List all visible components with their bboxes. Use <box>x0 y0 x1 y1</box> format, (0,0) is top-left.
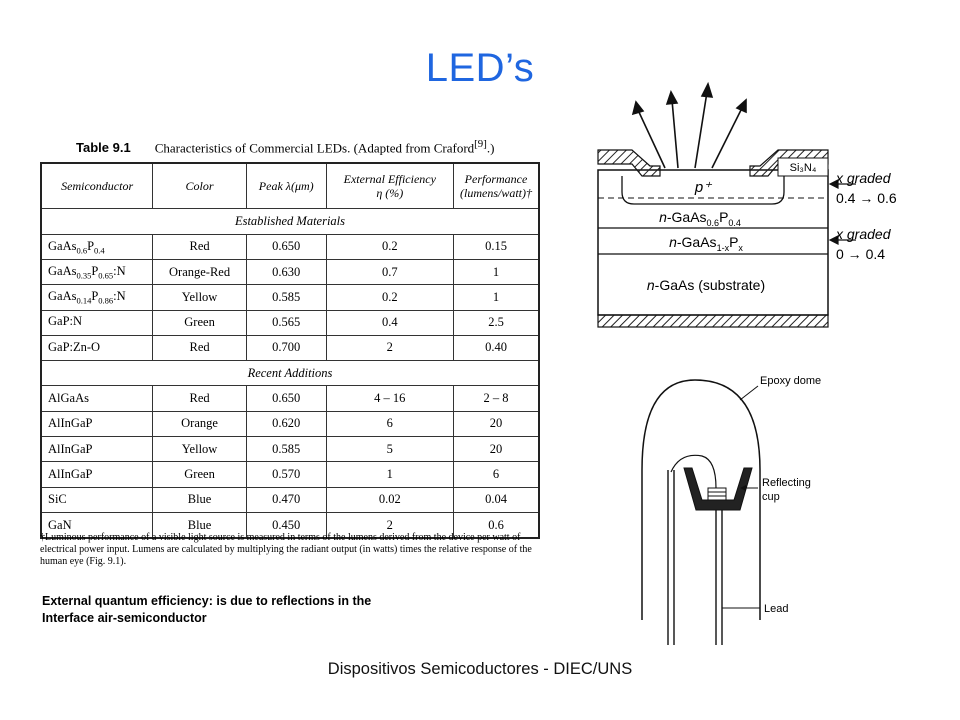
header-color: Color <box>153 163 247 209</box>
table-section-row <box>41 209 539 234</box>
reflecting-cup-label-1: Reflecting <box>762 477 811 489</box>
cell-peak: 0.570 <box>246 462 326 487</box>
header-semiconductor: Semiconductor <box>41 163 153 209</box>
cell-semiconductor: SiC <box>41 487 153 512</box>
bottom-contact <box>598 315 828 327</box>
header-performance <box>454 163 540 209</box>
cell-semiconductor <box>41 310 153 335</box>
graded-range-2: 0 → 0.4 <box>836 246 886 262</box>
cell-color: Yellow <box>153 285 247 310</box>
p-plus-label: p⁺ <box>694 179 712 196</box>
cell-peak: 0.630 <box>246 259 326 284</box>
semiconductor-part: P <box>91 289 99 304</box>
cell-semiconductor: AlInGaP <box>41 411 153 436</box>
table-caption-text <box>155 138 495 156</box>
cell-semiconductor: GaN <box>41 512 153 538</box>
semiconductor-part: 0.14 <box>76 295 92 306</box>
cell-color: Red <box>153 234 247 259</box>
layer-substrate: n-GaAs (substrate) <box>646 277 766 293</box>
semiconductor-part: GaP:N <box>48 314 83 329</box>
packaged-led-diagram <box>610 360 870 650</box>
si3n4-label: Si₃N₄ <box>789 162 817 174</box>
cell-efficiency: 0.4 <box>326 310 453 335</box>
table-row <box>41 437 539 462</box>
cell-semiconductor <box>41 285 153 310</box>
semiconductor-part: 0.86 <box>98 295 114 306</box>
led-table-block <box>40 138 540 539</box>
cell-color: Orange <box>153 411 247 436</box>
cell-peak: 0.565 <box>246 310 326 335</box>
table-row <box>41 386 539 411</box>
layer-gaasp-06: $n-GaAs_{0.6}P_{0.4}$ <box>659 209 741 228</box>
graded-range-1: 0.4 → 0.6 <box>836 190 897 206</box>
table-row <box>41 462 539 487</box>
cell-semiconductor <box>41 335 153 360</box>
cell-performance: 0.40 <box>454 335 540 360</box>
cell-performance: 2.5 <box>454 310 540 335</box>
cell-peak: 0.585 <box>246 437 326 462</box>
cell-color: Blue <box>153 512 247 538</box>
caption-ref: [9] <box>474 138 487 150</box>
section-heading: Established Materials <box>41 209 539 234</box>
cell-peak: 0.470 <box>246 487 326 512</box>
caption-end: .) <box>486 140 495 156</box>
graded-label-2: x graded <box>836 226 891 242</box>
table-body <box>41 209 539 538</box>
efficiency-note <box>42 593 502 627</box>
cell-efficiency: 4 – 16 <box>326 386 453 411</box>
cell-color: Yellow <box>153 437 247 462</box>
cell-semiconductor <box>41 234 153 259</box>
cell-performance: 2 – 8 <box>454 386 540 411</box>
semiconductor-part: GaP:Zn-O <box>48 339 101 354</box>
semiconductor-part: GaAs <box>48 289 77 304</box>
table-footnote: †Luminous performance of a visible light source is measured in terms of the lumens derived from the device per watt of electrical power input. Lumens are calculated by multiplying the radiant output (in watts) times the relative response of the human eye (Fig. 9.1). <box>40 532 532 567</box>
semiconductor-part: 0.6 <box>76 245 88 256</box>
reflecting-cup-label-2: cup <box>762 491 780 503</box>
semiconductor-part: :N <box>113 289 126 304</box>
ext-eff-line1: External Efficiency <box>343 172 436 187</box>
cell-color: Red <box>153 386 247 411</box>
efficiency-note-line1: External quantum efficiency: is due to reflections in the <box>42 594 372 608</box>
cell-peak: 0.620 <box>246 411 326 436</box>
cell-performance: 20 <box>454 411 540 436</box>
cell-color: Green <box>153 310 247 335</box>
led-chip <box>708 488 726 500</box>
cell-semiconductor: AlInGaP <box>41 437 153 462</box>
perf-line1: Performance <box>464 172 528 187</box>
slide-title: LED’s <box>425 46 535 90</box>
semiconductor-part: 0.65 <box>98 270 114 281</box>
ext-eff-line2: η (%) <box>376 186 404 201</box>
cell-performance: 1 <box>454 285 540 310</box>
cell-peak: 0.650 <box>246 386 326 411</box>
semiconductor-part: GaAs <box>48 263 77 278</box>
cell-efficiency: 1 <box>326 462 453 487</box>
graded-label-1: x graded <box>836 170 891 186</box>
cell-peak: 0.700 <box>246 335 326 360</box>
semiconductor-part: P <box>87 238 95 253</box>
table-row <box>41 234 539 259</box>
led-characteristics-table <box>40 162 540 539</box>
cell-performance: 0.6 <box>454 512 540 538</box>
slide-footer: Dispositivos Semicoductores - DIEC/UNS <box>327 660 633 678</box>
cell-peak: 0.450 <box>246 512 326 538</box>
semiconductor-part: 0.4 <box>94 245 105 256</box>
cell-efficiency: 5 <box>326 437 453 462</box>
cell-performance: 0.04 <box>454 487 540 512</box>
table-row <box>41 285 539 310</box>
section-heading: Recent Additions <box>41 361 539 386</box>
table-caption <box>76 138 540 156</box>
cell-performance: 0.15 <box>454 234 540 259</box>
cell-efficiency: 0.7 <box>326 259 453 284</box>
caption-body: Characteristics of Commercial LEDs. (Adapted from Craford <box>154 140 475 156</box>
cell-performance: 20 <box>454 437 540 462</box>
efficiency-note-line2: Interface air-semiconductor <box>42 611 207 625</box>
table-row <box>41 335 539 360</box>
header-external-efficiency <box>326 163 453 209</box>
cell-efficiency: 2 <box>326 512 453 538</box>
lead-label: Lead <box>764 603 789 615</box>
cell-efficiency: 2 <box>326 335 453 360</box>
perf-line2: (lumens/watt)† <box>460 186 532 201</box>
table-section-row <box>41 361 539 386</box>
cell-peak: 0.585 <box>246 285 326 310</box>
table-row <box>41 310 539 335</box>
cell-semiconductor: AlInGaP <box>41 462 153 487</box>
cell-peak: 0.650 <box>246 234 326 259</box>
cell-performance: 6 <box>454 462 540 487</box>
epoxy-dome-label: Epoxy dome <box>760 375 822 387</box>
cell-efficiency: 0.02 <box>326 487 453 512</box>
cell-color: Blue <box>153 487 247 512</box>
layer-gaasp-graded: $n-GaAs_{1-x}P_x$ <box>669 234 743 253</box>
cell-efficiency: 0.2 <box>326 234 453 259</box>
cell-color: Orange-Red <box>153 259 247 284</box>
semiconductor-part: GaAs <box>48 238 77 253</box>
header-peak: Peak λ(μm) <box>246 163 326 209</box>
emission-arrows <box>633 84 746 168</box>
led-structure-diagram <box>560 80 940 340</box>
cell-performance: 1 <box>454 259 540 284</box>
semiconductor-part: :N <box>113 263 126 278</box>
table-row <box>41 411 539 436</box>
cell-efficiency: 6 <box>326 411 453 436</box>
cell-semiconductor <box>41 259 153 284</box>
cell-efficiency: 0.2 <box>326 285 453 310</box>
cell-color: Green <box>153 462 247 487</box>
table-number: Table 9.1 <box>76 140 131 156</box>
table-header-row <box>41 163 539 209</box>
semiconductor-part: P <box>91 263 99 278</box>
cell-color: Red <box>153 335 247 360</box>
table-row <box>41 259 539 284</box>
table-row <box>41 487 539 512</box>
semiconductor-part: 0.35 <box>76 270 92 281</box>
cell-semiconductor: AlGaAs <box>41 386 153 411</box>
